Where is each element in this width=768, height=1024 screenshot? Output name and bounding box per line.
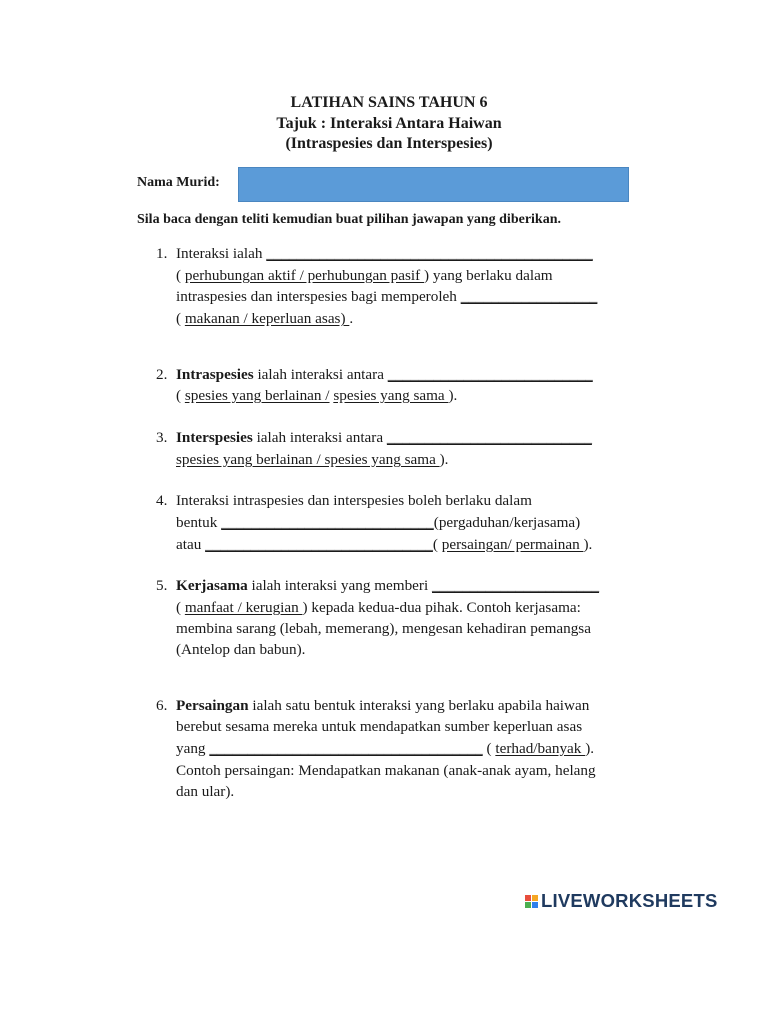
question-6-line-2: [176, 718, 582, 736]
question-text: ).: [448, 387, 458, 404]
question-text: ).: [439, 451, 449, 468]
paren-open: (: [176, 310, 185, 327]
question-number: 5.: [156, 577, 168, 594]
question-1-line-4: [176, 310, 353, 328]
question-text: ) kepada kedua-dua pihak. Contoh kerjasama:: [302, 599, 581, 616]
liveworksheets-logo[interactable]: [525, 890, 718, 912]
question-4-line-2: [176, 514, 580, 532]
question-6-line-1: [176, 697, 589, 715]
worksheet-topic: Tajuk : Interaksi Antara Haiwan: [276, 115, 502, 132]
question-number: 2.: [156, 366, 168, 383]
question-text: ialah interaksi antara: [252, 429, 387, 446]
question-5-line-3: [176, 620, 591, 638]
worksheet-subtopic: (Intraspesies dan Interspesies): [285, 135, 493, 152]
student-name-field[interactable]: [238, 167, 629, 202]
question-text: Contoh persaingan: Mendapatkan makanan (anak-anak ayam, helang: [176, 762, 596, 779]
question-term: Persaingan: [176, 697, 249, 714]
question-text: (pergaduhan/kerjasama): [433, 514, 581, 531]
question-5-line-1: [176, 577, 599, 595]
question-text: dan ular).: [176, 783, 235, 800]
answer-choice[interactable]: persaingan/ permainan: [441, 536, 584, 553]
answer-blank[interactable]: ______________________________: [205, 536, 433, 553]
question-2-line-1: [176, 366, 593, 384]
answer-choice[interactable]: spesies yang berlainan / spesies yang sama: [176, 451, 440, 468]
question-text: bentuk: [176, 514, 222, 531]
paren-open: (: [176, 599, 185, 616]
paren-open: (: [482, 740, 496, 757]
answer-blank[interactable]: ______________________: [432, 577, 600, 594]
question-text: ialah satu bentuk interaksi yang berlaku apabila haiwan: [248, 697, 590, 714]
question-term: Interspesies: [176, 429, 253, 446]
question-text: intraspesies dan interspesies bagi memperoleh: [176, 288, 461, 305]
logo-text: LIVEWORKSHEETS: [541, 890, 718, 911]
worksheet-title: LATIHAN SAINS TAHUN 6: [290, 94, 488, 111]
question-1-line-1: [176, 245, 593, 263]
question-text: ialah interaksi yang memberi: [247, 577, 432, 594]
question-number: 3.: [156, 429, 168, 446]
question-number: 4.: [156, 492, 168, 509]
question-number: 1.: [156, 245, 168, 262]
question-5-line-4: [176, 641, 305, 659]
answer-blank[interactable]: ___________________________________________: [266, 245, 593, 262]
question-text: ialah interaksi antara: [253, 366, 388, 383]
question-text: .: [349, 310, 354, 327]
answer-blank[interactable]: ____________________________________: [209, 740, 483, 757]
question-4-line-1: [176, 492, 532, 510]
question-text: Interaksi intraspesies dan interspesies boleh berlaku dalam: [176, 492, 532, 509]
question-3-line-1: [176, 429, 592, 447]
liveworksheets-logo-icon: [525, 895, 538, 908]
answer-choice[interactable]: perhubungan aktif / perhubungan pasif: [184, 267, 424, 284]
question-2-line-2: [176, 387, 457, 405]
answer-blank[interactable]: ____________________________: [221, 514, 434, 531]
question-text: atau: [176, 536, 206, 553]
question-3-line-2: [176, 451, 448, 469]
paren-open: (: [176, 387, 185, 404]
instruction-text: Sila baca dengan teliti kemudian buat pilihan jawapan yang diberikan.: [137, 212, 561, 227]
answer-blank[interactable]: __________________: [460, 288, 598, 305]
question-5-line-2: [176, 599, 581, 617]
question-text: membina sarang (lebah, memerang), mengesan kehadiran pemangsa: [176, 620, 591, 637]
question-text: Interaksi ialah: [176, 245, 267, 262]
answer-choice[interactable]: manfaat / kerugian: [184, 599, 303, 616]
question-number: 6.: [156, 697, 168, 714]
question-text: ).: [583, 536, 593, 553]
paren-open: (: [176, 267, 185, 284]
question-text: ).: [585, 740, 595, 757]
answer-choice[interactable]: makanan / keperluan asas): [184, 310, 350, 327]
answer-blank[interactable]: ___________________________: [387, 366, 593, 383]
question-4-line-3: [176, 536, 592, 554]
question-text: berebut sesama mereka untuk mendapatkan sumber keperluan asas: [176, 718, 583, 735]
answer-choice[interactable]: spesies yang sama: [333, 387, 449, 404]
answer-choice[interactable]: terhad/banyak: [495, 740, 586, 757]
student-name-label: Nama Murid:: [137, 175, 220, 190]
paren-open: (: [432, 536, 442, 553]
question-6-line-5: [176, 783, 234, 801]
question-text: (Antelop dan babun).: [176, 641, 306, 658]
question-1-line-3: [176, 288, 597, 306]
question-term: Kerjasama: [176, 577, 248, 594]
question-6-line-4: [176, 762, 596, 780]
answer-blank[interactable]: ___________________________: [386, 429, 592, 446]
question-text: ) yang berlaku dalam: [424, 267, 553, 284]
question-term: Intraspesies: [176, 366, 254, 383]
question-text: yang: [176, 740, 210, 757]
answer-choice[interactable]: spesies yang berlainan /: [184, 387, 330, 404]
question-6-line-3: [176, 740, 594, 758]
question-1-line-2: [176, 267, 553, 285]
